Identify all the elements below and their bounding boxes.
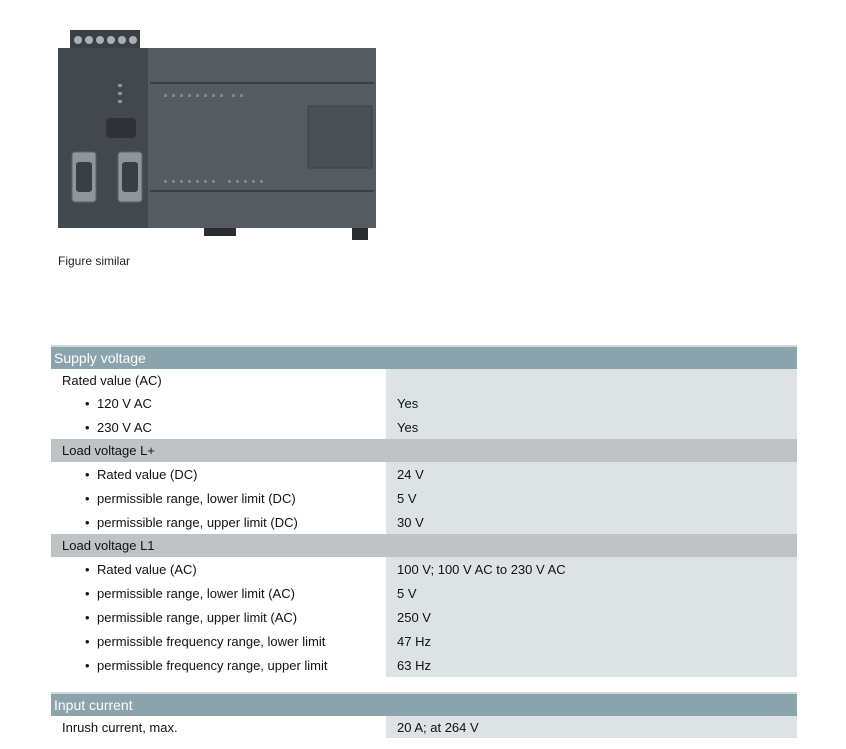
- row-value: 5 V: [386, 486, 797, 510]
- section-header: [51, 346, 797, 369]
- product-image: [54, 22, 378, 240]
- table-row: [51, 510, 797, 534]
- bullet-icon: [85, 491, 97, 506]
- bullet-icon: [85, 658, 97, 673]
- bullet-icon: [85, 467, 97, 482]
- row-label: •permissible frequency range, upper limit: [51, 653, 386, 677]
- row-label: •120 V AC: [51, 391, 386, 415]
- group-row: [51, 439, 797, 462]
- row-label: •permissible range, upper limit (DC): [51, 510, 386, 534]
- bullet-icon: [85, 610, 97, 625]
- section-title: Supply voltage: [51, 346, 797, 369]
- table-row: [51, 716, 797, 738]
- table-row: [51, 415, 797, 439]
- group-row: [51, 534, 797, 557]
- bullet-icon: [85, 634, 97, 649]
- table-row: [51, 581, 797, 605]
- row-label: •permissible range, lower limit (AC): [51, 581, 386, 605]
- supply-voltage-table: [51, 345, 797, 677]
- row-label: •Rated value (AC): [51, 557, 386, 581]
- row-value: Yes: [386, 415, 797, 439]
- group-label: Load voltage L+: [51, 439, 797, 462]
- row-label: •permissible range, lower limit (DC): [51, 486, 386, 510]
- bullet-icon: [85, 562, 97, 577]
- row-value: 100 V; 100 V AC to 230 V AC: [386, 557, 797, 581]
- table-row: [51, 486, 797, 510]
- row-label: •permissible frequency range, lower limit: [51, 629, 386, 653]
- bullet-icon: [85, 396, 97, 411]
- row-value: Yes: [386, 391, 797, 415]
- section-title: Input current: [51, 693, 797, 716]
- row-value: 250 V: [386, 605, 797, 629]
- table-row: [51, 557, 797, 581]
- table-row: [51, 653, 797, 677]
- row-label: •permissible range, upper limit (AC): [51, 605, 386, 629]
- table-row: [51, 462, 797, 486]
- row-value: 47 Hz: [386, 629, 797, 653]
- bullet-icon: [85, 420, 97, 435]
- row-label: Inrush current, max.: [51, 716, 386, 738]
- row-value: 20 A; at 264 V: [386, 716, 797, 738]
- group-label: Load voltage L1: [51, 534, 797, 557]
- section-header: [51, 693, 797, 716]
- bullet-icon: [85, 586, 97, 601]
- table-row: [51, 369, 797, 391]
- input-current-table: [51, 692, 797, 738]
- bullet-icon: [85, 515, 97, 530]
- group-label: Rated value (AC): [51, 369, 386, 391]
- row-value: 5 V: [386, 581, 797, 605]
- row-label: •Rated value (DC): [51, 462, 386, 486]
- row-value: 63 Hz: [386, 653, 797, 677]
- table-row: [51, 605, 797, 629]
- table-row: [51, 391, 797, 415]
- figure-caption: Figure similar: [58, 254, 131, 268]
- row-value: [386, 369, 797, 391]
- table-row: [51, 629, 797, 653]
- row-value: 24 V: [386, 462, 797, 486]
- row-label: •230 V AC: [51, 415, 386, 439]
- row-value: 30 V: [386, 510, 797, 534]
